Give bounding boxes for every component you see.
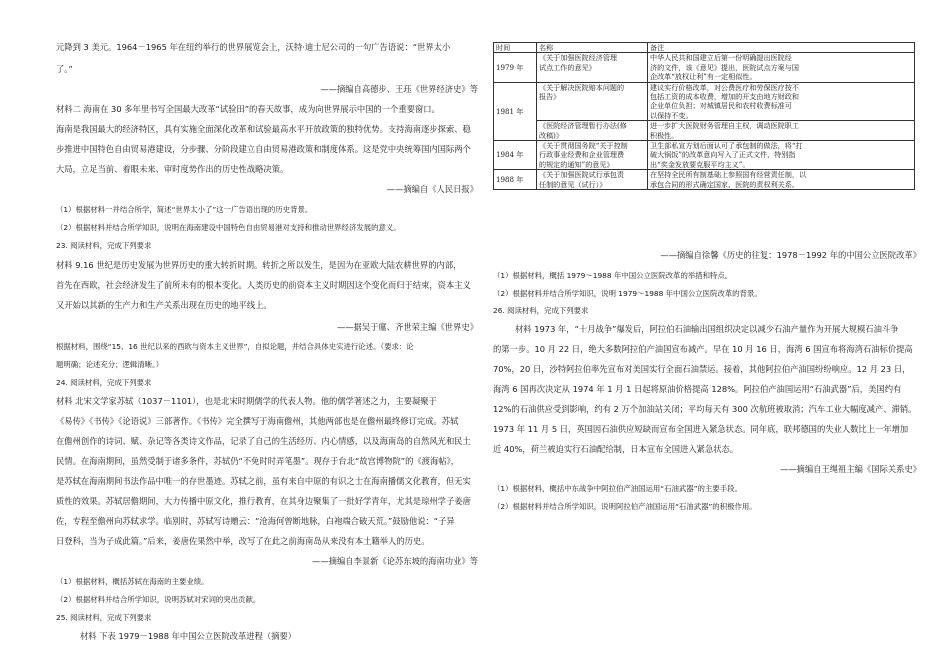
q26-material-line: 12%的石油供应受到影响，约有 2 万个加油站关闭；平均每天有 300 次航班被取消；汽车工业大幅度减产、滞销。 [493,404,917,414]
table-cell-line: 试点工作的意见》 [539,62,596,72]
q22-ask-1: （1）根据材料一并结合所学，简述“世界太小了”这一广告语出现的历史背景。 [56,205,313,214]
table-cell-line: 进一步扩大医院财务管理自主权，调动医院职工 [650,121,799,131]
q23-heading: 23. 阅读材料，完成下列要求 [56,241,152,250]
q24-material-line: 民情。在海南期间，虽然受制于诸多条件，苏轼仍“不免时时弄笔墨”。现存于台北“故宫博物院”的《渡海帖》， [56,456,460,466]
table-cell-line: 任制的意见（试行）》 [539,179,607,189]
table-cell-line: 积极性。 [650,130,679,140]
table-cell-year: 1984 年 [494,141,537,170]
table-cell-note [648,170,915,190]
table-cell-line: 《关于解决医院赔本问题的 [539,82,625,92]
q25-heading: 25. 阅读材料，完成下列要求 [56,613,152,622]
table-cell-line: 包括工资的成本收费，增加的开支由地方财政和 [650,92,799,102]
table-cell-line: 破大锅饭”的改革意向写入了正式文件，特别指 [650,150,796,160]
q23-material-line: 首先在西欧，社会经济发生了前所未有的根本变化。人类历史的前资本主义时期因这个变化而归于结束，资本主义 [56,280,471,290]
table-cell-line: 承包合同的形式确定国家、医院的责权利关系。 [650,179,799,189]
q26-ask-2: （2）根据材料并结合所学知识，说明阿拉伯产油国运用“石油武器”的积极作用。 [493,502,757,511]
table-header-cell: 备注 [648,43,915,53]
q24-ask-2: （2）根据材料并结合所学知识，说明苏轼对宋词的突出贡献。 [56,595,261,604]
table-cell-year: 1979 年 [494,53,537,82]
table-cell-line: 企业单位负担；对城镇居民和农村收费标准可 [650,101,792,111]
q25-ask-1: （1）根据材料，概括 1979～1988 年中国公立医院改革的举措和特点。 [493,271,733,280]
q22-ask-2: （2）根据材料并结合所学知识，说明在海南建设中国特色自由贸易港对支持和推动世界经济发展的意义。 [56,223,401,232]
table-cell-name [537,170,648,190]
q24-material-line: 日登科，当为子成此篇。”后来，姜唐佐果然中举，改写了在此之前海南岛从来没有本土籍举人的历史。 [56,536,430,546]
q24-ask-1: （1）根据材料，概括苏轼在海南的主要业绩。 [56,577,209,586]
table-cell-line: 以保持不变。 [650,110,693,120]
q23-ask-line: 题明确；论述充分；逻辑清晰。） [56,360,164,369]
q26-material-line: 70%，20 日，沙特阿拉伯率先宣布对美国实行全面石油禁运。接着，其他阿拉伯产油国纷纷响应。12 月 23 日， [493,364,911,374]
q24-material-line: 质性的效果。苏轼居儋期间，大力传播中原文化，推行教育，在其身边聚集了一批好学青年，尤其是琼州学子姜唐 [56,496,471,506]
table-cell-line: 《关于加强医院经济管理 [539,53,618,63]
q24-source: ——摘编自李景新《论苏东坡的海南功业》等 [312,556,478,566]
hospital-reform-table [493,42,915,190]
q24-material-line: 《易传》《书传》《论语说》三部著作。《书传》完全撰写于海南儋州，其他两部也是在儋州最终修订完成。苏轼 [56,416,459,426]
table-row [494,82,915,121]
table-cell-line: 济的文件，该《意见》提出，医院试点方案与国 [650,62,799,72]
table-cell-line: 建议实行价格改革，对公费医疗和劳保医疗按不 [650,82,799,92]
table-cell-name [537,141,648,170]
table-cell-line: 中华人民共和国建立后第一份明确提出医院经 [650,53,792,63]
table-cell-line: 行政事业经费和企业管理费 [539,150,625,160]
q26-material-line: 材料 1973 年，“十月战争”爆发后，阿拉伯石油输出国组织决定以减少石油产量作为开展大规模石油斗争 [515,324,899,334]
table-cell-line: 的规定的通知”的意见》 [539,159,614,169]
q22-material2-line: 材料二 海南在 30 多年里书写全国最大改革“试验田”的春天故事，成为向世界展示中国的一个重要窗口。 [56,104,440,114]
table-cell-note [648,141,915,170]
q25-ask-2: （2）根据材料并结合所学知识，说明 1979～1988 年中国公立医院改革的背景。 [493,289,762,298]
table-cell-line: 在坚持全民所有制基础上参照国有经营责任制，以 [650,170,807,180]
q26-material-line: 海湾 6 国再次决定从 1974 年 1 月 1 日起将原油价格提高 128%。阿拉伯产油国运用“石油武器”后，美国约有 [493,384,902,394]
table-header-cell: 名称 [537,43,648,53]
table-cell-note [648,82,915,121]
table-header-row [494,43,915,53]
q26-source: ——摘编自王绳祖主编《国际关系史》 [779,464,921,474]
q22-text-line: 了。” [56,64,73,74]
table-cell-line: 《医院经济管理暂行办法(修 [539,121,627,131]
q24-material-line: 材料 北宋文学家苏轼（1037－1101），也是北宋时期儒学的代表人物。他的儒学著述之力，主要凝聚于 [56,396,437,406]
table-cell-name [537,53,648,82]
table-cell-year: 1981 年 [494,82,537,140]
q25-source: ——摘编自徐馨《历史的往复：1978－1992 年的中国公立医院改革》 [660,250,921,260]
table-cell-note [648,121,915,141]
table-cell-name [537,82,648,121]
table-cell-line: 《关于加强医院试行承包责 [539,170,625,180]
table-row [494,170,915,190]
q22-material2-line: 步推进中国特色自由贸易港建设，分步骤、分阶段建立自由贸易港政策和制度体系。这是党中央统筹国内国际两个 [56,144,471,154]
q22-source-1: ——摘编自高德步、王珏《世界经济史》等 [320,84,478,94]
table-header-cell: 时间 [494,43,537,53]
q23-material-line: 又开始以其新的生产力和生产关系出现在历史的地平线上。 [56,300,272,310]
q26-material-line: 近 40%，荷兰被迫实行石油配给制，日本宣布全国进入紧急状态。 [493,444,739,454]
q26-ask-1: （1）根据材料，概括中东战争中阿拉伯产油国运用“石油武器”的主要手段。 [493,484,742,493]
table-row [494,141,915,170]
table-row [494,121,915,141]
q26-heading: 26. 阅读材料，完成下列要求 [493,306,589,315]
q24-material-line: 在儋州创作的诗词、赋、杂记等各类诗文作品，记录了自己的生活经历、内心情感，以及海南岛的自然风光和民土 [56,436,471,446]
table-cell-line: 改稿)》 [539,130,564,140]
q24-material-line: 佐，专程至儋州向苏轼求学。临别时，苏轼写诗赠云：“沧海何曾断地脉，白袍端合破天荒。”鼓励他说：“子异 [56,516,455,526]
q22-text-line: 元降到 3 美元。1964－1965 年在纽约举行的世界展览会上，沃特·迪士尼公司的一句广告语说：“世界太小 [56,42,451,52]
table-cell-year: 1988 年 [494,170,537,190]
q22-material2-line: 海南是我国最大的经济特区，具有实施全面深化改革和试验最高水平开放政策的独特优势。支持海南逐步探索、稳 [56,124,471,134]
q26-material-line: 1973 年 11 月 5 日，英国因石油供应短缺而宣布全国进入紧急状态。同年底，联邦德国的失业人数比上一年增加 [493,424,909,434]
table-cell-line: 出“奖金发放要克服平均主义”。 [650,159,750,169]
table-cell-line: 《关于贯彻国务院“关于控制 [539,141,628,151]
q25-material: 材料 下表 1979－1988 年中国公立医院改革进程（摘要） [80,631,297,641]
q23-material-line: 材料 9.16 世纪是历史发展为世界历史的重大转折时期。转折之所以发生，是因为在亚欧大陆农耕世界的内部， [56,260,462,270]
table-row [494,53,915,82]
table-cell-line: 企改革“放权让利”有一定相似性。 [650,72,757,82]
table-cell-line: 卫生部私宣方划后面认可了承包制的做法，将“打 [650,141,803,151]
q24-heading: 24. 阅读材料，完成下列要求 [56,378,152,387]
q24-material-line: 是苏轼在海南期间书法作品中唯一的存世墨迹。苏轼之前，虽有来自中原的有识之士在海南播儒文化教育，但无实 [56,476,471,486]
q23-ask-line: 根据材料，围绕“15、16 世纪以来的西欧与资本主义世界”，自拟论题，并结合具体史实进行论述。（要求：论 [56,342,414,351]
table-cell-name [537,121,648,141]
q22-material2-line: 大局，立足当前、着眼未来、审时度势作出的历史性战略决策。 [56,164,289,174]
q22-source-2: ——摘编自《人民日报》 [386,184,478,194]
table-cell-note [648,53,915,82]
q26-material-line: 的第一步。10 月 22 日，绝大多数阿拉伯产油国宣布减产。早在 10 月 16 日，海湾 6 国宣布将海湾石油标价提高 [493,344,913,354]
table-cell-line: 报告》 [539,92,561,102]
q23-source: ——据吴于廑、齐世荣主编《世界史》 [336,322,478,332]
